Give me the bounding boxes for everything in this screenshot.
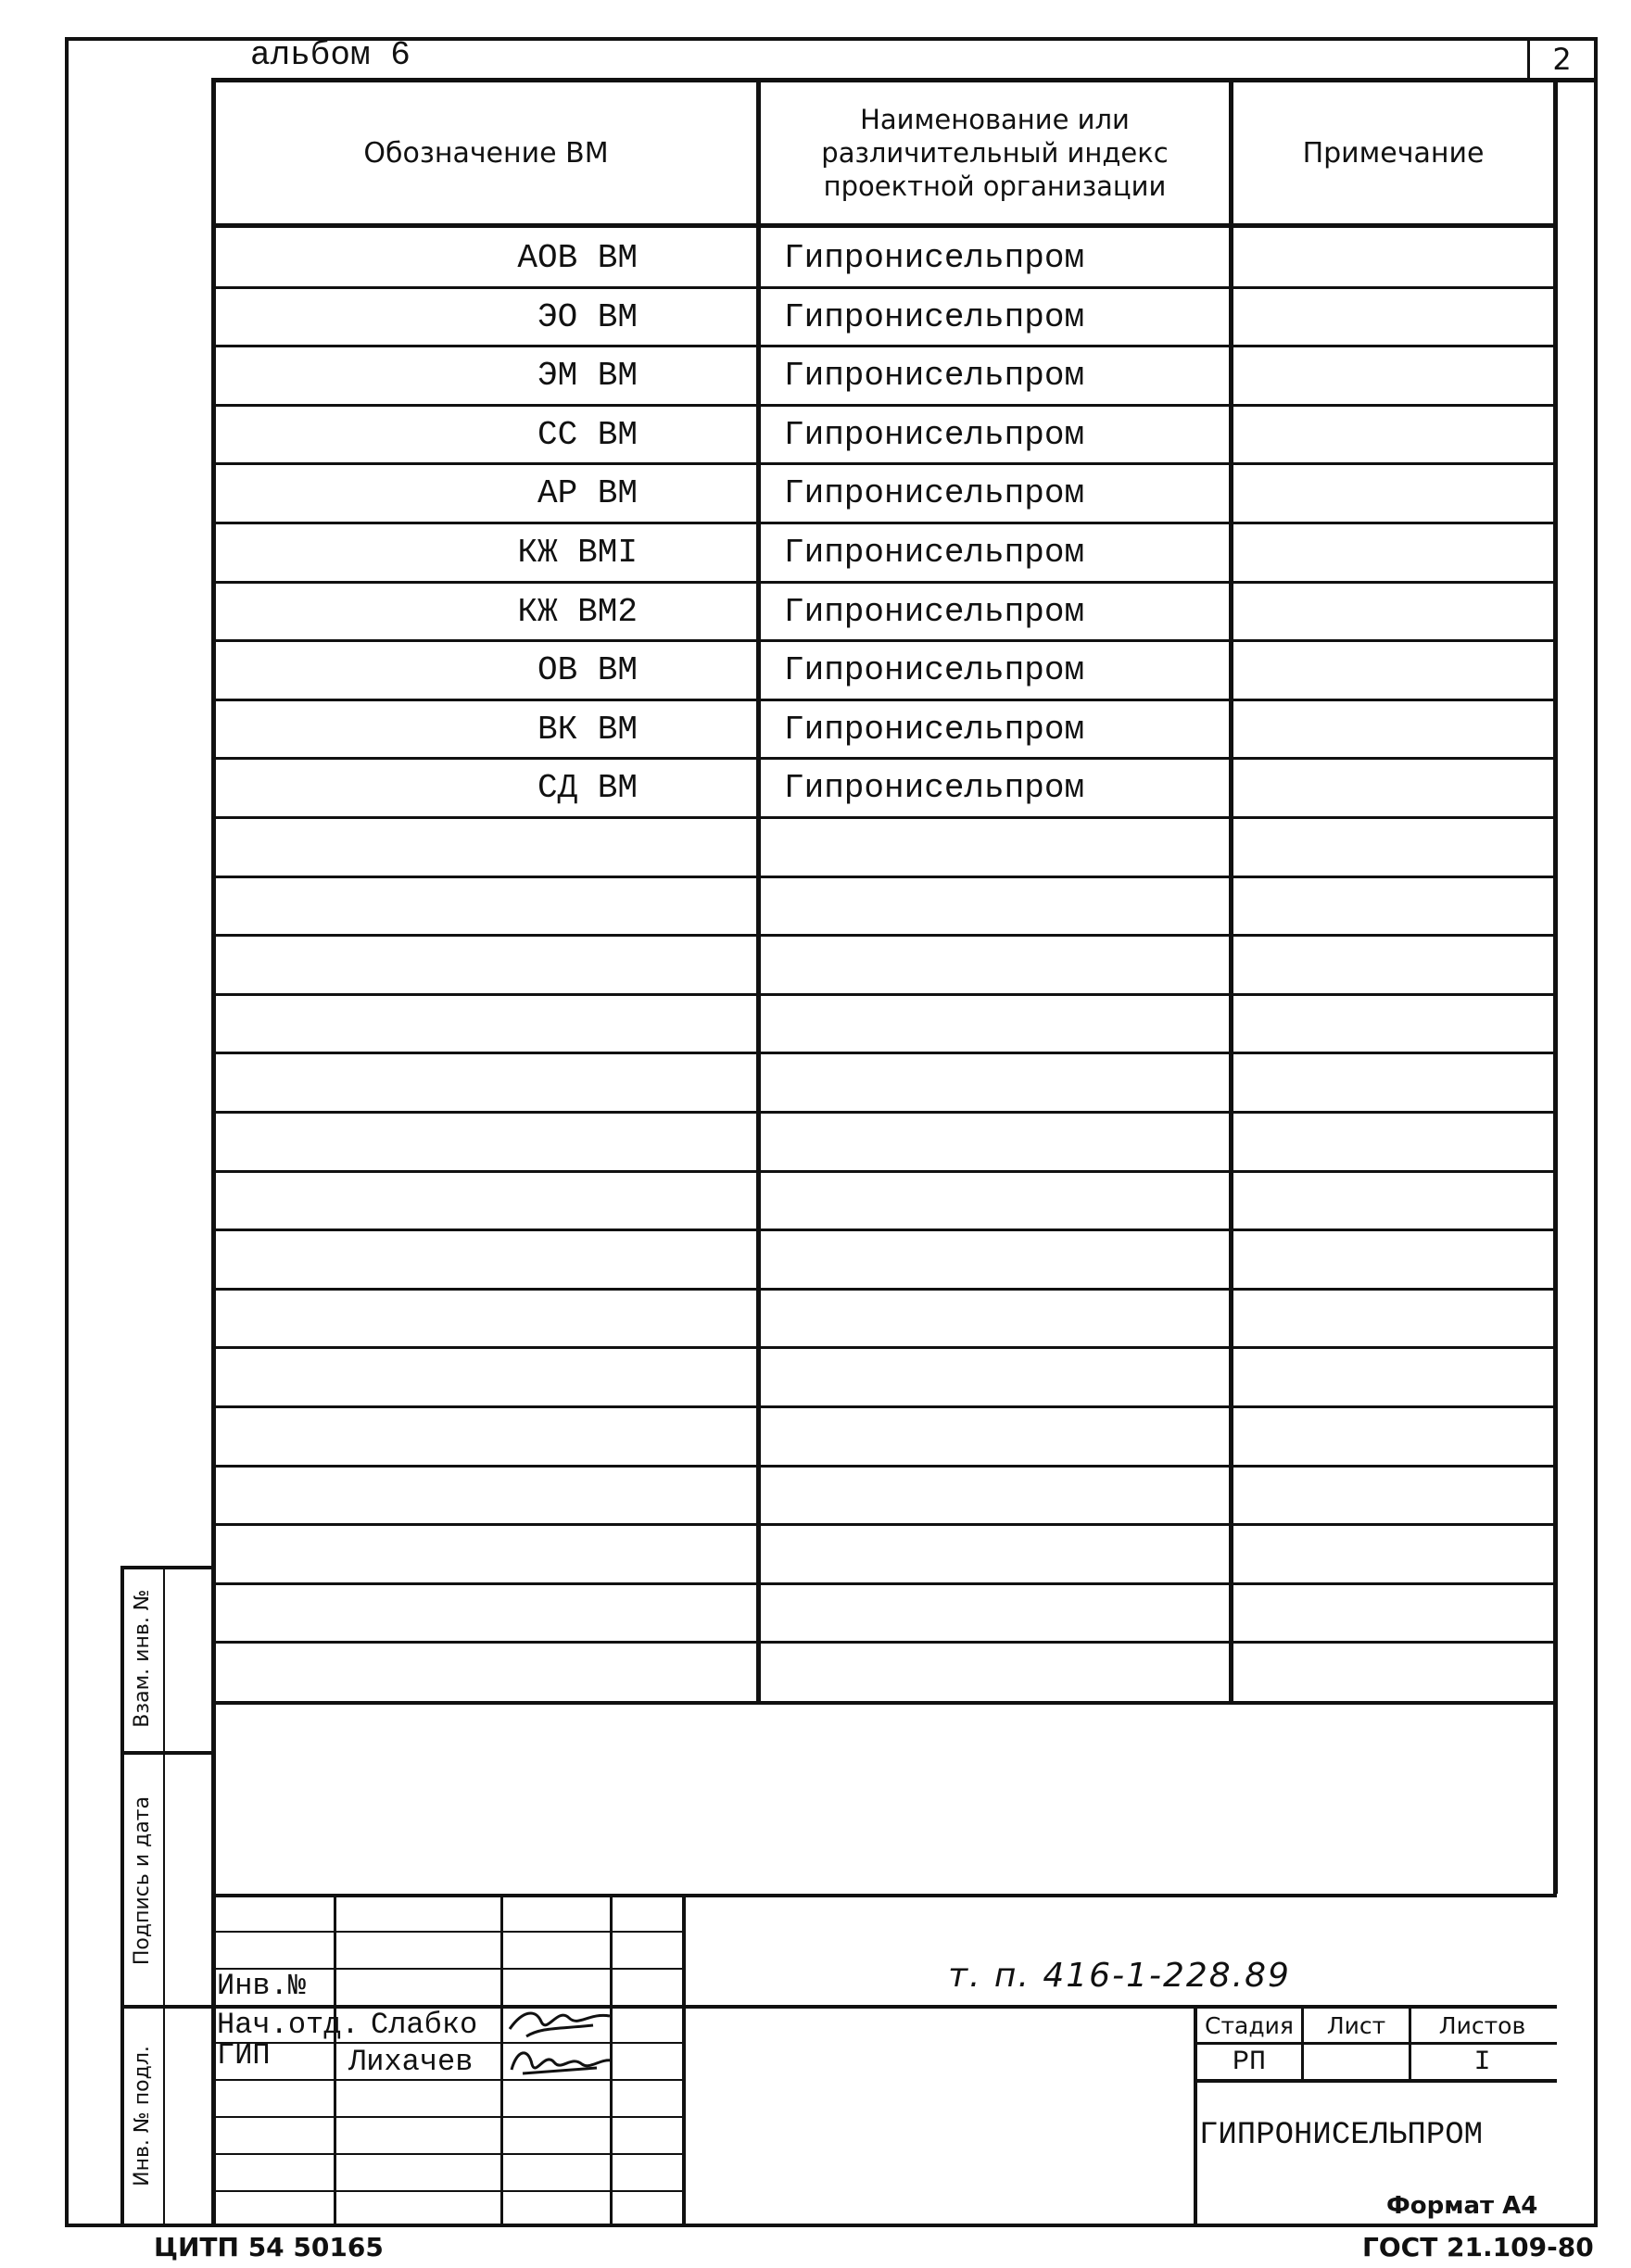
row-line <box>211 934 1557 937</box>
signature-1 <box>504 2001 615 2044</box>
sheets-value-text: I <box>1473 2046 1491 2078</box>
row-line <box>211 1288 1557 1291</box>
cell-name: Гипронисельпром <box>784 297 1085 336</box>
stage-label <box>1197 2009 1301 2042</box>
sheets-label-text: Листов <box>1438 2011 1526 2039</box>
table-right <box>1553 78 1558 1894</box>
side-label-podpis-data: Подпись и дата <box>131 1796 154 1966</box>
col-header-name-line3: проектной организации <box>823 170 1167 202</box>
row-line <box>211 1641 1557 1644</box>
cell-designation: СД ВМ <box>537 768 638 807</box>
col-divider-2 <box>1229 78 1233 1705</box>
row-line <box>211 1582 1557 1585</box>
format-label: Формат А4 <box>1386 2192 1538 2220</box>
col-header-name-line2: различительный индекс <box>821 137 1169 169</box>
cell-name: Гипронисельпром <box>784 650 1085 689</box>
side-strip-left <box>120 1566 124 2227</box>
stamp-col-1 <box>334 1894 336 2224</box>
document-code <box>686 1949 1553 2001</box>
frame-left <box>65 37 69 2227</box>
col-header-designation-text: Обозначение ВМ <box>363 136 609 170</box>
row-line <box>211 1405 1557 1408</box>
cell-name: Гипронисельпром <box>784 238 1085 277</box>
row-line <box>211 1170 1557 1173</box>
sheets-value <box>1411 2045 1553 2079</box>
cell-name: Гипронисельпром <box>784 356 1085 395</box>
stage-value-text: РП <box>1232 2046 1266 2078</box>
signature-2 <box>504 2042 615 2079</box>
side-label-vzam-inv: Взам. инв. № <box>131 1589 154 1728</box>
cell-designation: КЖ ВМI <box>517 533 638 572</box>
side-strip-inner <box>163 1566 165 2224</box>
row-line <box>211 1346 1557 1349</box>
sheet-value <box>1304 2045 1409 2079</box>
cell-designation: ЭО ВМ <box>537 297 638 336</box>
cell-name: Гипронисельпром <box>784 768 1085 807</box>
name-2: Лихачев <box>348 2045 474 2079</box>
cell-name: Гипронисельпром <box>784 473 1085 512</box>
frame-bottom <box>65 2224 1598 2227</box>
col-divider-1 <box>756 78 761 1705</box>
cell-designation: АР ВМ <box>537 473 638 512</box>
footer-left-code: ЦИТП 54 50165 <box>154 2232 384 2262</box>
col-header-name-line1: Наименование или <box>860 104 1130 135</box>
cell-designation: АОВ ВМ <box>517 238 638 277</box>
row-line <box>211 1228 1557 1231</box>
stage-block-row2 <box>1194 2079 1557 2083</box>
document-code-text: т. п. 416-1-228.89 <box>948 1956 1291 1995</box>
cell-designation: КЖ ВМ2 <box>517 592 638 631</box>
cell-designation: ОВ ВМ <box>537 650 638 689</box>
cell-designation: СС ВМ <box>537 415 638 454</box>
col-header-designation <box>216 82 756 223</box>
col-header-name <box>761 82 1229 223</box>
table-bottom <box>211 1701 1557 1705</box>
row-line <box>211 1111 1557 1114</box>
cell-name: Гипронисельпром <box>784 710 1085 749</box>
row-line <box>211 1465 1557 1468</box>
row-line <box>211 993 1557 996</box>
side-label-inv-podl: Инв. № подл. <box>131 2046 154 2186</box>
album-label: альбом 6 <box>250 36 411 74</box>
cell-name: Гипронисельпром <box>784 592 1085 631</box>
stage-label-text: Стадия <box>1205 2011 1294 2039</box>
sheet-number: 2 <box>1552 42 1572 77</box>
col-header-note <box>1233 82 1553 223</box>
row-line <box>211 1052 1557 1054</box>
sheets-label <box>1411 2009 1553 2042</box>
stamp-col-4 <box>682 1894 686 2224</box>
frame-right <box>1594 37 1598 2227</box>
sheet-label-text: Лист <box>1326 2011 1386 2039</box>
cell-name: Гипронисельпром <box>784 533 1085 572</box>
stamp-col-2 <box>500 1894 503 2224</box>
row-line <box>211 1523 1557 1526</box>
cell-designation: ВК ВМ <box>537 710 638 749</box>
stamp-top <box>211 1894 1557 1897</box>
organization-text: ГИПРОНИСЕЛЬПРОМ <box>1199 2118 1484 2153</box>
inv-no-label: Инв.№ <box>217 1969 307 2003</box>
role-2: ГИП <box>217 2038 271 2073</box>
cell-designation: ЭМ ВМ <box>537 356 638 395</box>
role-1: Нач.отд. <box>217 2008 360 2042</box>
organization <box>1199 2103 1553 2168</box>
cell-name: Гипронисельпром <box>784 415 1085 454</box>
row-line <box>211 876 1557 878</box>
stage-value <box>1197 2045 1301 2079</box>
col-header-note-text: Примечание <box>1302 136 1485 170</box>
name-1: Слабко <box>371 2008 478 2042</box>
sheet-label <box>1304 2009 1409 2042</box>
footer-gost: ГОСТ 21.109-80 <box>1362 2232 1594 2262</box>
